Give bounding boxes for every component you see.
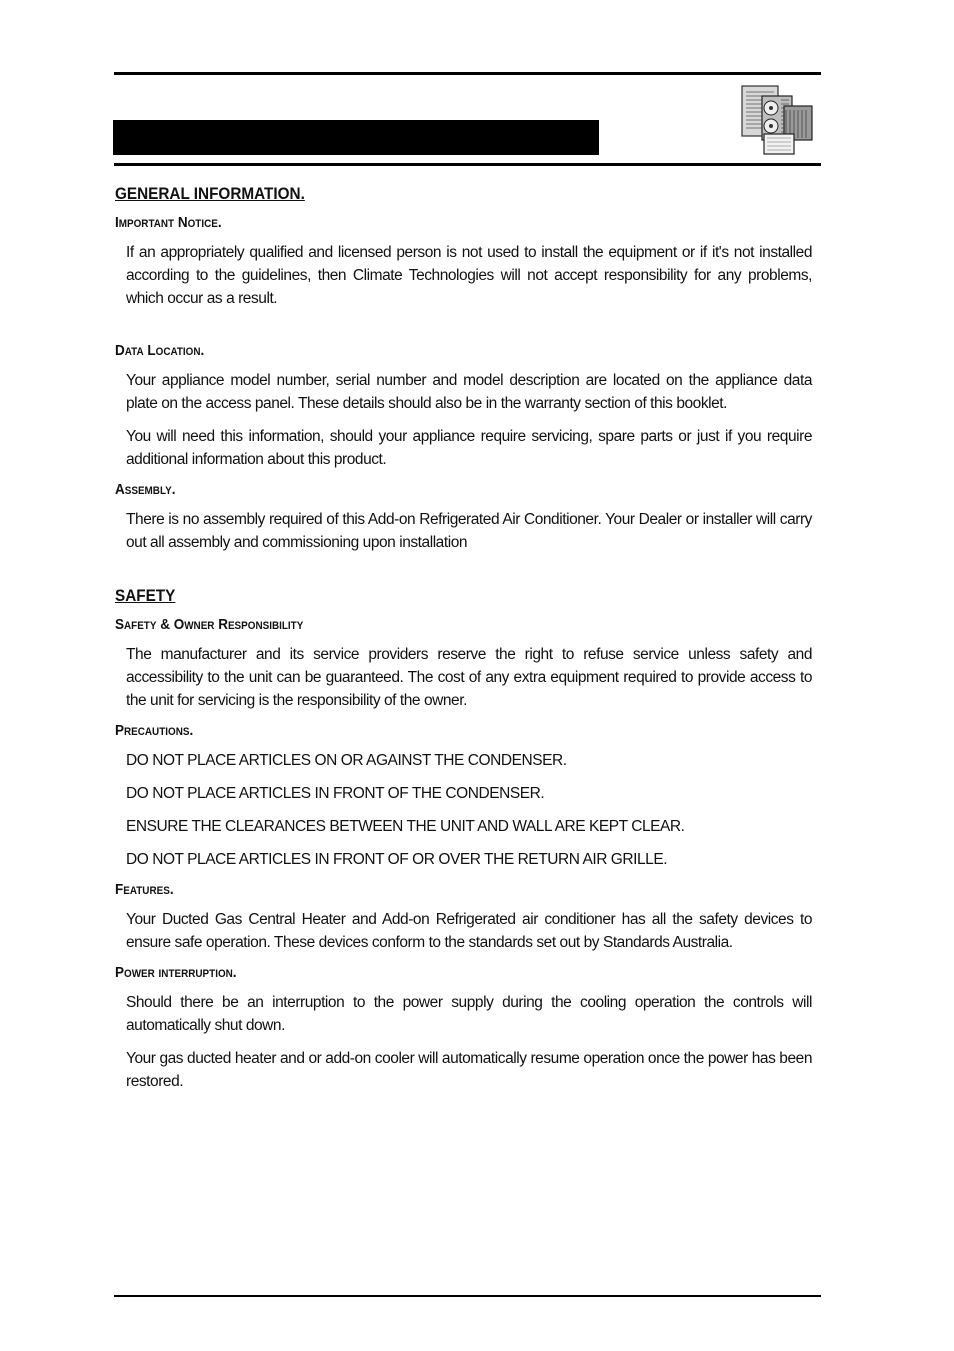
paragraph: Your Ducted Gas Central Heater and Add-on Refrigerated air conditioner has all the safety devices to ensure safe operation. These devices conform to the standards set out by Standards Australia.	[126, 911, 812, 951]
footer-rule	[114, 1295, 821, 1297]
section-heading-general-information: GENERAL INFORMATION.	[115, 184, 305, 203]
subheading-power-interruption: Power interruption.	[115, 964, 237, 981]
precaution-item: DO NOT PLACE ARTICLES IN FRONT OF THE CONDENSER.	[126, 785, 545, 802]
precaution-item: DO NOT PLACE ARTICLES ON OR AGAINST THE CONDENSER.	[126, 752, 567, 769]
subheading-features: Features.	[115, 881, 174, 898]
paragraph: If an appropriately qualified and licensed person is not used to install the equipment or if it's not installed according to the guidelines, then Climate Technologies will not accept responsibility for any problems, which occur as a result.	[126, 244, 812, 307]
precaution-item: DO NOT PLACE ARTICLES IN FRONT OF OR OVER THE RETURN AIR GRILLE.	[126, 851, 668, 868]
subheading-precautions: Precautions.	[115, 722, 194, 739]
paragraph: Should there be an interruption to the power supply during the cooling operation the controls will automatically shut down.	[126, 994, 812, 1034]
precaution-item: ENSURE THE CLEARANCES BETWEEN THE UNIT AND WALL ARE KEPT CLEAR.	[126, 818, 685, 835]
header-title-bar	[113, 120, 599, 155]
document-body	[115, 184, 812, 1103]
paragraph: You will need this information, should your appliance require servicing, spare parts or just if you require additional information about this product.	[126, 428, 812, 468]
paragraph: There is no assembly required of this Add-on Refrigerated Air Conditioner. Your Dealer or installer will carry out all assembly and commissioning upon installation	[126, 511, 812, 551]
header-top-rule	[114, 72, 821, 75]
paragraph: The manufacturer and its service providers reserve the right to refuse service unless safety and accessibility to the unit can be guaranteed. The cost of any extra equipment required to provide access to the unit for servicing is the responsibility of the owner.	[126, 646, 812, 709]
subheading-data-location: Data Location.	[115, 342, 205, 359]
air-conditioner-units-icon	[740, 84, 816, 158]
paragraph: Your appliance model number, serial number and model description are located on the appliance data plate on the access panel. These details should also be in the warranty section of this booklet.	[126, 372, 812, 412]
section-heading-safety: SAFETY	[115, 586, 176, 605]
subheading-assembly: Assembly.	[115, 481, 176, 498]
subheading-safety-owner-responsibility: Safety & Owner Responsibility	[115, 616, 304, 633]
subheading-important-notice: Important Notice.	[115, 214, 222, 231]
paragraph: Your gas ducted heater and or add-on cooler will automatically resume operation once the power has been restored.	[126, 1050, 812, 1090]
header-bottom-rule	[114, 163, 821, 166]
